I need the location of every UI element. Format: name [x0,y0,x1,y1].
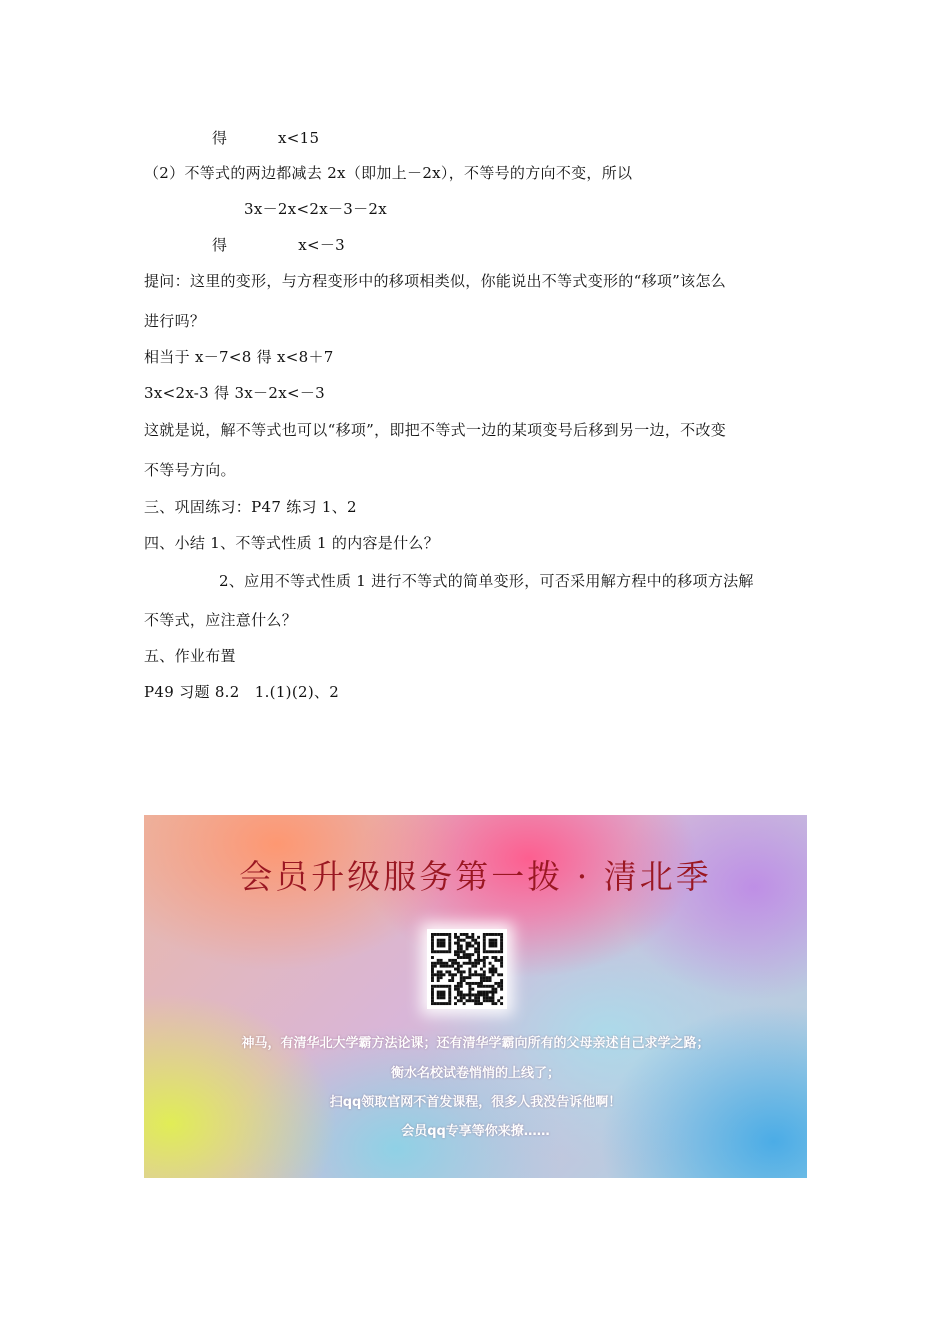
qr-code-icon [427,929,507,1009]
text-line: 这就是说，解不等式也可以“移项”，即把不等式一边的某项变号后移到另一边，不改变 [144,421,727,439]
text-line: 3x－2x<2x－3－2x [244,200,388,218]
promo-line: 扫qq领取官网不首发课程，很多人我没告诉他啊！ [329,1095,622,1110]
text-line: 进行吗？ [144,312,206,330]
promo-banner [144,815,807,1178]
text-line: 相当于 x－7<8 得 x<8＋7 [144,348,334,366]
text-line: 3x<2x-3 得 3x－2x<－3 [144,384,325,402]
banner-title: 会员升级服务第一拨 · 清北季 [239,857,712,896]
section-heading: 五、作业布置 [144,647,236,665]
section-heading: 四、小结 1、不等式性质 1 的内容是什么？ [144,534,439,552]
text-line: （2）不等式的两边都减去 2x（即加上－2x），不等号的方向不变，所以 [144,164,633,182]
text-line: 提问：这里的变形，与方程变形中的移项相类似，你能说出不等式变形的“移项”该怎么 [144,272,727,290]
text-line: 不等式，应注意什么？ [144,611,298,629]
promo-line: 会员qq专享等你来撩…… [401,1124,550,1139]
text-line: 2、应用不等式性质 1 进行不等式的简单变形，可否采用解方程中的移项方法解 [219,572,754,590]
promo-line: 衡水名校试卷悄悄的上线了； [390,1066,560,1081]
section-heading: 三、巩固练习：P47 练习 1、2 [144,498,357,516]
text-line: 得 x<15 [212,129,320,147]
text-line: 不等号方向。 [144,461,236,479]
text-line: P49 习题 8.2 1.(1)(2)、2 [144,683,340,701]
promo-line: 神马，有清华北大学霸方法论课；还有清华学霸向所有的父母亲述自己求学之路； [241,1036,710,1051]
text-line: 得 x<－3 [212,236,346,254]
